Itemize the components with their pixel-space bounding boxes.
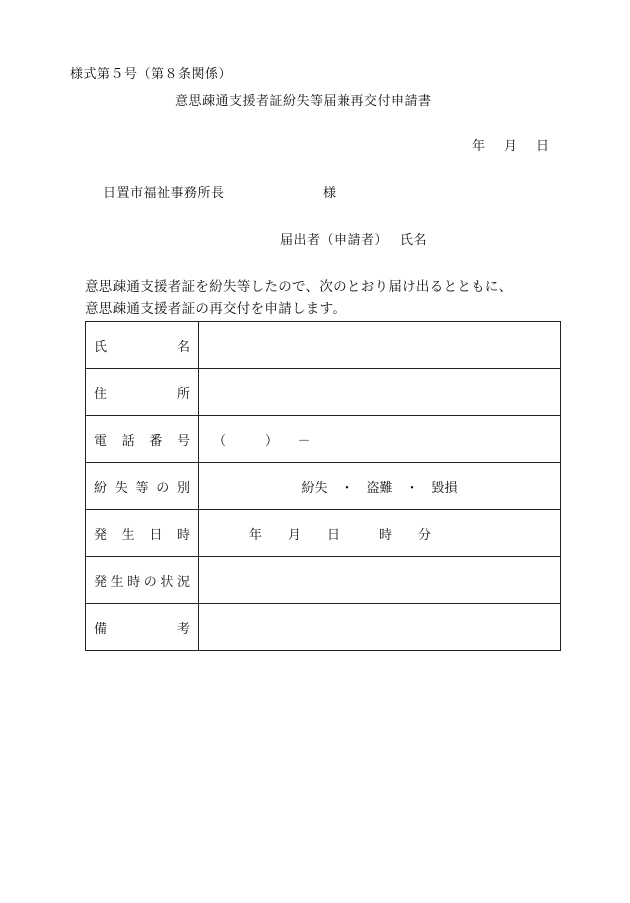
row-label bbox=[86, 369, 199, 416]
label-char: 等 bbox=[135, 480, 149, 496]
recipient-office: 日置市福祉事務所長 bbox=[103, 186, 225, 201]
phone-field[interactable] bbox=[199, 416, 561, 463]
label-char: 状 bbox=[160, 574, 174, 590]
recipient-honorific: 様 bbox=[323, 186, 337, 201]
document-title: 意思疎通支援者証紛失等届兼再交付申請書 bbox=[175, 94, 432, 109]
table-row-circumstances bbox=[86, 557, 561, 604]
row-label bbox=[86, 416, 199, 463]
table-row-name bbox=[86, 322, 561, 369]
label-char: の bbox=[143, 574, 157, 590]
date-month-label: 月 bbox=[504, 139, 518, 154]
label-char: 失 bbox=[114, 480, 128, 496]
label-char: 生 bbox=[110, 574, 124, 590]
label-char: 紛 bbox=[94, 480, 108, 496]
address-field[interactable] bbox=[199, 369, 561, 416]
date-year-label: 年 bbox=[472, 139, 486, 154]
row-value: 紛失 ・ 盗難 ・ 毀損 bbox=[301, 480, 458, 496]
label-char: 電 bbox=[94, 433, 108, 449]
date-line bbox=[472, 140, 549, 153]
label-char: 備 bbox=[94, 621, 108, 637]
row-value: （ ） － bbox=[213, 433, 311, 449]
row-label bbox=[86, 557, 199, 604]
label-char: 名 bbox=[176, 339, 190, 355]
label-char: の bbox=[156, 480, 170, 496]
applicant-name-label: 氏名 bbox=[400, 233, 428, 248]
row-label bbox=[86, 604, 199, 651]
row-value: 年 月 日 時 分 bbox=[249, 527, 432, 543]
statement-line-1: 意思疎通支援者証を紛失等したので、次のとおり届け出るとともに、 bbox=[85, 279, 513, 295]
label-char: 別 bbox=[176, 480, 190, 496]
row-label bbox=[86, 463, 199, 510]
form-number: 様式第５号（第８条関係） bbox=[70, 67, 233, 82]
label-char: 考 bbox=[176, 621, 190, 637]
loss-type-options[interactable] bbox=[199, 463, 561, 510]
table-row-loss-type bbox=[86, 463, 561, 510]
label-char: 生 bbox=[121, 527, 135, 543]
circumstances-field[interactable] bbox=[199, 557, 561, 604]
label-char: 況 bbox=[176, 574, 190, 590]
row-label bbox=[86, 322, 199, 369]
row-label bbox=[86, 510, 199, 557]
remarks-field[interactable] bbox=[199, 604, 561, 651]
label-char: 発 bbox=[94, 527, 108, 543]
name-field[interactable] bbox=[199, 322, 561, 369]
label-char: 所 bbox=[176, 386, 190, 402]
label-char: 時 bbox=[127, 574, 141, 590]
table-row-phone bbox=[86, 416, 561, 463]
label-char: 号 bbox=[176, 433, 190, 449]
label-char: 発 bbox=[94, 574, 108, 590]
table-row-remarks bbox=[86, 604, 561, 651]
statement-line-2: 意思疎通支援者証の再交付を申請します。 bbox=[85, 301, 347, 317]
date-day-label: 日 bbox=[536, 139, 550, 154]
table-row-address bbox=[86, 369, 561, 416]
applicant-label: 届出者（申請者） bbox=[280, 233, 389, 248]
table-row-occurrence-datetime bbox=[86, 510, 561, 557]
label-char: 日 bbox=[149, 527, 163, 543]
label-char: 話 bbox=[121, 433, 135, 449]
application-form-table bbox=[85, 321, 561, 651]
label-char: 時 bbox=[176, 527, 190, 543]
label-char: 住 bbox=[94, 386, 108, 402]
label-char: 番 bbox=[149, 433, 163, 449]
occurrence-datetime-field[interactable] bbox=[199, 510, 561, 557]
label-char: 氏 bbox=[94, 339, 108, 355]
